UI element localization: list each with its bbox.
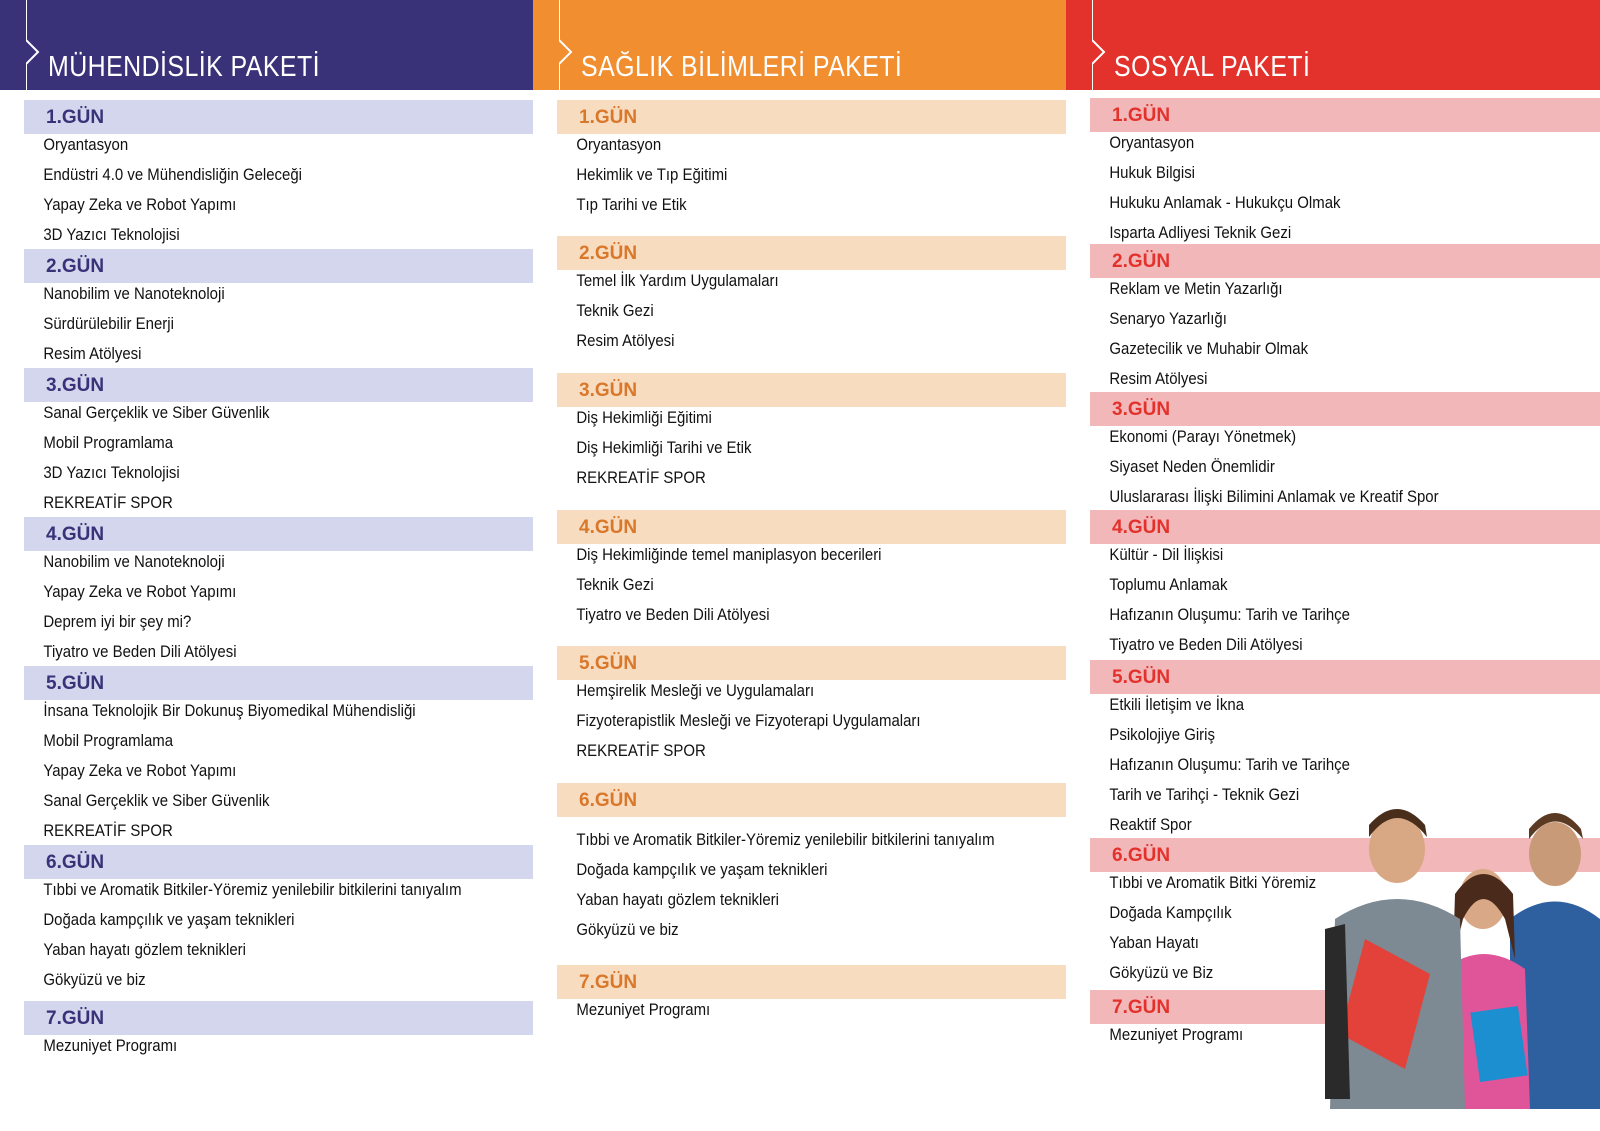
day-label: 1.GÜN <box>46 107 105 128</box>
day-activity-list <box>24 547 533 667</box>
day-header-bar <box>557 373 1066 407</box>
day-label: 6.GÜN <box>46 852 105 873</box>
day-section <box>24 368 533 518</box>
day-activity-list <box>557 403 1066 493</box>
day-section <box>24 666 533 846</box>
activity-item: REKREATİF SPOR <box>43 493 173 512</box>
day-section <box>557 373 1066 493</box>
activity-item: Yapay Zeka ve Robot Yapımı <box>43 761 237 780</box>
activity-item: Hafızanın Oluşumu: Tarih ve Tarihçe <box>1109 605 1350 624</box>
day-activity-list <box>557 266 1066 356</box>
day-activity-list <box>557 676 1066 766</box>
activity-item: Yapay Zeka ve Robot Yapımı <box>43 195 237 214</box>
activity-item: Tiyatro ve Beden Dili Atölyesi <box>43 642 237 661</box>
health-package-column <box>533 0 1066 1131</box>
day-label: 4.GÜN <box>46 524 105 545</box>
activity-item: Hukuk Bilgisi <box>1109 163 1195 182</box>
day-header-bar <box>24 1001 533 1035</box>
day-section <box>557 783 1066 945</box>
day-activity-list <box>24 875 533 995</box>
activity-item: Yapay Zeka ve Robot Yapımı <box>43 582 237 601</box>
social-package-column <box>1066 0 1600 1131</box>
day-activity-list <box>1090 422 1600 512</box>
activity-item: Doğada Kampçılık <box>1109 903 1232 922</box>
activity-item: Mezuniyet Programı <box>1109 1025 1244 1044</box>
day-label: 7.GÜN <box>46 1008 105 1029</box>
day-activity-list <box>557 825 1066 945</box>
social-package-header <box>1066 0 1600 90</box>
activity-item: Nanobilim ve Nanoteknoloji <box>43 284 225 303</box>
activity-item: Teknik Gezi <box>576 301 654 320</box>
activity-item: Nanobilim ve Nanoteknoloji <box>43 552 225 571</box>
day-header-bar <box>24 666 533 700</box>
day-label: 7.GÜN <box>1112 997 1171 1018</box>
activity-item: Etkili İletişim ve İkna <box>1109 695 1245 714</box>
activity-item: Gazetecilik ve Muhabir Olmak <box>1109 339 1309 358</box>
engineering-package-title: MÜHENDİSLİK PAKETİ <box>48 51 320 83</box>
activity-item: REKREATİF SPOR <box>43 821 173 840</box>
activity-item: Tıbbi ve Aromatik Bitkiler-Yöremiz yenilebilir bitkilerini tanıyalım <box>43 880 462 899</box>
activity-item: Endüstri 4.0 ve Mühendisliğin Geleceği <box>43 165 302 184</box>
day-label: 4.GÜN <box>579 517 638 538</box>
day-section <box>557 510 1066 630</box>
day-label: 5.GÜN <box>1112 667 1171 688</box>
activity-item: Doğada kampçılık ve yaşam teknikleri <box>43 910 295 929</box>
activity-item: Yaban hayatı gözlem teknikleri <box>43 940 246 959</box>
activity-item: Hemşirelik Mesleği ve Uygulamaları <box>576 681 815 700</box>
day-header-bar <box>557 965 1066 999</box>
activity-item: Psikolojiye Giriş <box>1109 725 1215 744</box>
day-activity-list <box>557 130 1066 220</box>
day-activity-list <box>1090 274 1600 394</box>
day-label: 4.GÜN <box>1112 517 1171 538</box>
activity-item: Diş Hekimliği Eğitimi <box>576 408 712 427</box>
day-label: 5.GÜN <box>46 673 105 694</box>
day-header-bar <box>557 236 1066 270</box>
engineering-package-column <box>0 0 533 1131</box>
activity-item: Senaryo Yazarlığı <box>1109 309 1227 328</box>
activity-item: Toplumu Anlamak <box>1109 575 1228 594</box>
activity-item: Sürdürülebilir Enerji <box>43 314 174 333</box>
activity-item: Hekimlik ve Tıp Eğitimi <box>576 165 728 184</box>
activity-item: Gökyüzü ve Biz <box>1109 963 1214 982</box>
social-package-title: SOSYAL PAKETİ <box>1114 51 1311 83</box>
activity-item: Uluslararası İlişki Bilimini Anlamak ve Kreatif Spor <box>1109 487 1439 506</box>
activity-item: Diş Hekimliğinde temel maniplasyon becerileri <box>576 545 882 564</box>
day-section <box>24 1001 533 1061</box>
day-header-bar <box>1090 660 1600 694</box>
activity-item: Reklam ve Metin Yazarlığı <box>1109 279 1283 298</box>
day-section <box>24 845 533 995</box>
day-activity-list <box>24 130 533 250</box>
day-section <box>557 236 1066 356</box>
day-label: 6.GÜN <box>579 790 638 811</box>
day-activity-list <box>557 540 1066 630</box>
students-photo <box>1325 799 1600 1109</box>
activity-item: Siyaset Neden Önemlidir <box>1109 457 1275 476</box>
engineering-package-header <box>0 0 533 90</box>
day-activity-list <box>1090 128 1600 248</box>
day-header-bar <box>557 100 1066 134</box>
activity-item: Resim Atölyesi <box>1109 369 1208 388</box>
activity-item: Tıbbi ve Aromatik Bitkiler-Yöremiz yenilebilir bitkilerini tanıyalım <box>576 830 995 849</box>
day-header-bar <box>1090 392 1600 426</box>
activity-item: Kültür - Dil İlişkisi <box>1109 545 1224 564</box>
activity-item: Temel İlk Yardım Uygulamaları <box>576 271 779 290</box>
day-section <box>1090 392 1600 512</box>
day-label: 2.GÜN <box>579 243 638 264</box>
day-header-bar <box>1090 98 1600 132</box>
day-activity-list <box>24 696 533 846</box>
activity-item: Hukuku Anlamak - Hukukçu Olmak <box>1109 193 1341 212</box>
activity-item: Oryantasyon <box>43 135 129 154</box>
activity-item: REKREATİF SPOR <box>576 468 706 487</box>
health-package-header <box>533 0 1066 90</box>
day-section <box>24 249 533 369</box>
day-header-bar <box>24 100 533 134</box>
header-notch-icon <box>1092 0 1108 90</box>
activity-item: Tiyatro ve Beden Dili Atölyesi <box>576 605 770 624</box>
activity-item: Gökyüzü ve biz <box>576 920 679 939</box>
activity-item: Resim Atölyesi <box>43 344 142 363</box>
activity-item: Tarih ve Tarihçi - Teknik Gezi <box>1109 785 1300 804</box>
activity-item: Ekonomi (Parayı Yönetmek) <box>1109 427 1297 446</box>
day-activity-list <box>24 1031 533 1061</box>
activity-item: Sanal Gerçeklik ve Siber Güvenlik <box>43 403 270 422</box>
activity-item: Teknik Gezi <box>576 575 654 594</box>
day-header-bar <box>24 517 533 551</box>
day-header-bar <box>557 783 1066 817</box>
day-label: 1.GÜN <box>1112 105 1171 126</box>
health-package-title: SAĞLIK BİLİMLERİ PAKETİ <box>581 51 903 83</box>
header-notch-icon <box>26 0 42 90</box>
activity-item: Doğada kampçılık ve yaşam teknikleri <box>576 860 828 879</box>
day-label: 3.GÜN <box>579 380 638 401</box>
day-header-bar <box>557 510 1066 544</box>
day-section <box>1090 244 1600 394</box>
day-section <box>1090 510 1600 660</box>
day-header-bar <box>24 368 533 402</box>
activity-item: 3D Yazıcı Teknolojisi <box>43 225 180 244</box>
activity-item: İnsana Teknolojik Bir Dokunuş Biyomedikal Mühendisliği <box>43 701 416 720</box>
day-label: 3.GÜN <box>46 375 105 396</box>
activity-item: 3D Yazıcı Teknolojisi <box>43 463 180 482</box>
day-section <box>24 517 533 667</box>
activity-item: Fizyoterapistlik Mesleği ve Fizyoterapi Uygulamaları <box>576 711 921 730</box>
activity-item: Diş Hekimliği Tarihi ve Etik <box>576 438 752 457</box>
day-header-bar <box>557 646 1066 680</box>
day-section <box>557 965 1066 1025</box>
activity-item: Gökyüzü ve biz <box>43 970 146 989</box>
day-section <box>557 646 1066 766</box>
activity-item: Mobil Programlama <box>43 731 174 750</box>
activity-item: Hafızanın Oluşumu: Tarih ve Tarihçe <box>1109 755 1350 774</box>
activity-item: Oryantasyon <box>576 135 662 154</box>
activity-item: Isparta Adliyesi Teknik Gezi <box>1109 223 1292 242</box>
day-label: 3.GÜN <box>1112 399 1171 420</box>
day-activity-list <box>557 995 1066 1025</box>
activity-item: Reaktif Spor <box>1109 815 1192 834</box>
day-activity-list <box>1090 540 1600 660</box>
header-notch-icon <box>559 0 575 90</box>
activity-item: REKREATİF SPOR <box>576 741 706 760</box>
day-section <box>24 100 533 250</box>
day-label: 2.GÜN <box>46 256 105 277</box>
activity-item: Mezuniyet Programı <box>576 1000 711 1019</box>
activity-item: Yaban Hayatı <box>1109 933 1199 952</box>
activity-item: Mobil Programlama <box>43 433 174 452</box>
day-header-bar <box>24 249 533 283</box>
day-section <box>557 100 1066 220</box>
activity-item: Tıp Tarihi ve Etik <box>576 195 687 214</box>
day-header-bar <box>1090 510 1600 544</box>
day-label: 7.GÜN <box>579 972 638 993</box>
activity-item: Yaban hayatı gözlem teknikleri <box>576 890 779 909</box>
day-label: 5.GÜN <box>579 653 638 674</box>
activity-item: Tiyatro ve Beden Dili Atölyesi <box>1109 635 1303 654</box>
activity-item: Sanal Gerçeklik ve Siber Güvenlik <box>43 791 270 810</box>
day-label: 1.GÜN <box>579 107 638 128</box>
activity-item: Mezuniyet Programı <box>43 1036 178 1055</box>
activity-item: Resim Atölyesi <box>576 331 675 350</box>
day-header-bar <box>24 845 533 879</box>
activity-item: Deprem iyi bir şey mi? <box>43 612 192 631</box>
day-section <box>1090 98 1600 248</box>
day-header-bar <box>1090 244 1600 278</box>
day-activity-list <box>24 398 533 518</box>
activity-item: Tıbbi ve Aromatik Bitki Yöremiz <box>1109 873 1317 892</box>
day-label: 2.GÜN <box>1112 251 1171 272</box>
day-activity-list <box>24 279 533 369</box>
day-label: 6.GÜN <box>1112 845 1171 866</box>
activity-item: Oryantasyon <box>1109 133 1195 152</box>
